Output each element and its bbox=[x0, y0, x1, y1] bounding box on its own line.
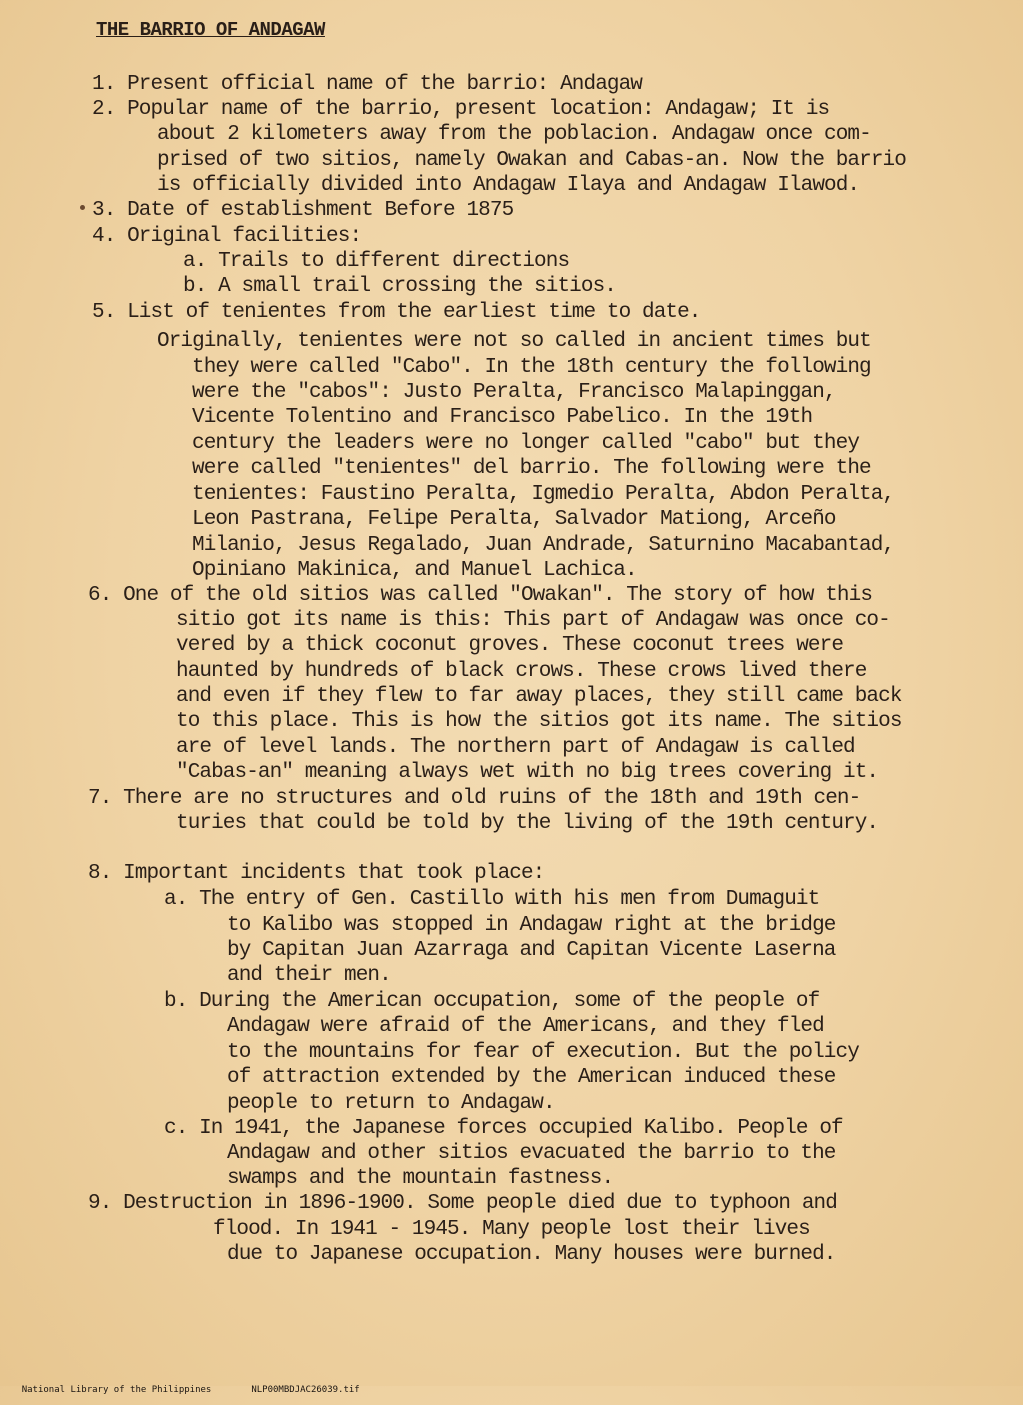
text-line: Milanio, Jesus Regalado, Juan Andrade, Saturnino Macabantad, bbox=[192, 534, 895, 557]
text-line: by Capitan Juan Azarraga and Capitan Vicente Laserna bbox=[227, 939, 836, 962]
text-line: are of level lands. The northern part of Andagaw is called bbox=[176, 736, 855, 759]
text-line: "Cabas-an" meaning always wet with no big trees covering it. bbox=[176, 761, 879, 784]
file-id: NLP00MBDJAC26039.tif bbox=[251, 1385, 360, 1395]
text-line: Leon Pastrana, Felipe Peralta, Salvador Mationg, Arceño bbox=[192, 508, 836, 531]
text-line: were the "cabos": Justo Peralta, Francisco Malapinggan, bbox=[192, 381, 836, 404]
text-line: they were called "Cabo". In the 18th century the following bbox=[192, 356, 871, 379]
text-line: turies that could be told by the living of the 19th century. bbox=[176, 812, 879, 835]
text-line: 8. Important incidents that took place: bbox=[88, 862, 545, 885]
text-line: century the leaders were no longer called "cabo" but they bbox=[192, 432, 860, 455]
text-line: to Kalibo was stopped in Andagaw right at the bridge bbox=[227, 914, 836, 937]
text-line: 4. Original facilities: bbox=[92, 225, 362, 248]
text-line: of attraction extended by the American induced these bbox=[227, 1066, 836, 1089]
text-line: c. In 1941, the Japanese forces occupied Kalibo. People of bbox=[164, 1117, 843, 1140]
text-line: 5. List of tenientes from the earliest time to date. bbox=[92, 301, 701, 324]
text-line: to the mountains for fear of execution. But the policy bbox=[227, 1041, 859, 1064]
text-line: 1. Present official name of the barrio: Andagaw bbox=[92, 73, 642, 96]
text-line: 9. Destruction in 1896-1900. Some people died due to typhoon and bbox=[88, 1192, 837, 1215]
text-line: 7. There are no structures and old ruins of the 18th and 19th cen- bbox=[88, 787, 861, 810]
text-line: Andagaw and other sitios evacuated the barrio to the bbox=[227, 1142, 836, 1165]
text-line: Opiniano Makinica, and Manuel Lachica. bbox=[192, 559, 637, 582]
text-line: b. During the American occupation, some of the people of bbox=[164, 990, 820, 1013]
library-credit: National Library of the Philippines bbox=[21, 1385, 212, 1395]
text-line: flood. In 1941 - 1945. Many people lost their lives bbox=[213, 1218, 810, 1241]
text-line: Andagaw were afraid of the Americans, and they fled bbox=[227, 1015, 824, 1038]
text-line: to this place. This is how the sitios got its name. The sitios bbox=[176, 710, 902, 733]
text-line: 3. Date of establishment Before 1875 bbox=[92, 199, 514, 222]
text-line: people to return to Andagaw. bbox=[227, 1092, 555, 1115]
text-line: Vicente Tolentino and Francisco Pabelico. In the 19th bbox=[192, 406, 813, 429]
text-line: prised of two sitios, namely Owakan and Cabas-an. Now the barrio bbox=[157, 149, 906, 172]
text-line: and even if they flew to far away places, they still came back bbox=[176, 685, 902, 708]
scan-footer bbox=[0, 1375, 400, 1405]
text-line: tenientes: Faustino Peralta, Igmedio Peralta, Abdon Peralta, bbox=[192, 483, 895, 506]
text-line: haunted by hundreds of black crows. These crows lived there bbox=[176, 660, 867, 683]
ink-spot bbox=[80, 205, 85, 210]
text-line: and their men. bbox=[227, 964, 391, 987]
text-line: a. Trails to different directions bbox=[183, 250, 570, 273]
text-line: 6. One of the old sitios was called "Owakan". The story of how this bbox=[88, 584, 873, 607]
text-line: vered by a thick coconut groves. These coconut trees were bbox=[176, 634, 844, 657]
text-line: swamps and the mountain fastness. bbox=[227, 1167, 614, 1190]
document-title: THE BARRIO OF ANDAGAW bbox=[96, 19, 325, 41]
text-line: due to Japanese occupation. Many houses were burned. bbox=[227, 1243, 836, 1266]
text-line: a. The entry of Gen. Castillo with his men from Dumaguit bbox=[164, 888, 820, 911]
text-line: is officially divided into Andagaw Ilaya and Andagaw Ilawod. bbox=[157, 174, 860, 197]
text-line: 2. Popular name of the barrio, present location: Andagaw; It is bbox=[92, 98, 830, 121]
text-line: Originally, tenientes were not so called in ancient times but bbox=[157, 330, 871, 353]
text-line: b. A small trail crossing the sitios. bbox=[183, 275, 616, 298]
text-line: were called "tenientes" del barrio. The following were the bbox=[192, 457, 871, 480]
text-line: sitio got its name is this: This part of Andagaw was once co- bbox=[176, 609, 890, 632]
text-line: about 2 kilometers away from the poblacion. Andagaw once com- bbox=[157, 123, 871, 146]
